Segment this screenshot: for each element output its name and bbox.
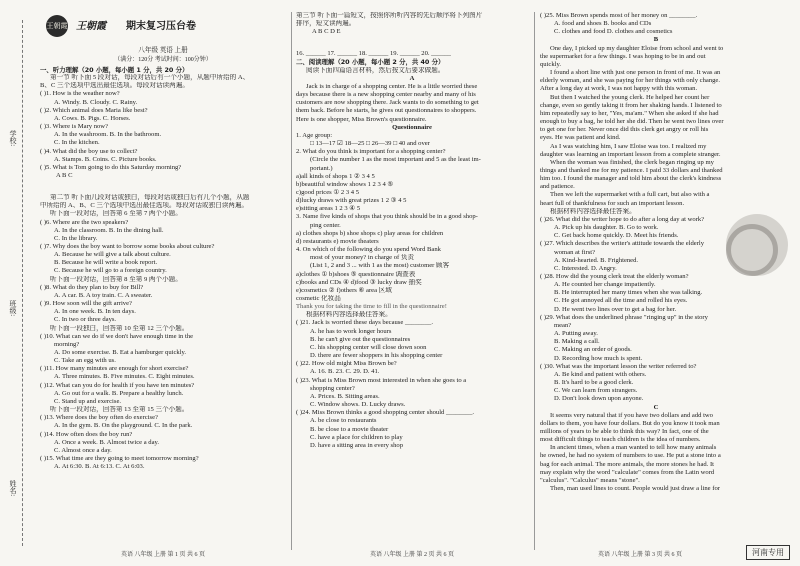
text-line: c)books and CDs ④ d)food ③ lucky draw 抽奖 [296,278,422,286]
text-line: B、C 三个选项中选出最佳选项。每段对话读两遍。 [40,82,189,90]
school-label: 学校: [9,130,17,147]
text-line: shopping center? [310,384,355,392]
text-line: A. Kind-hearted. B. Frightened. [554,256,639,264]
text-line: ( )22. How old might Miss Brown be? [296,360,397,368]
text-line: mean? [554,321,572,329]
text-line: B. he can't give out the questionnaires [310,335,411,343]
text-line: A. Go out for a walk. B. Prepare a healthy lunch. [54,389,184,397]
text-line: Thank you for taking the time to fill in the questionnaire! [296,303,447,311]
text-line: C. Making an order of goods. [554,346,632,354]
text-line: B. Because he will write a book report. [54,259,158,267]
text-line: ( )6. Where are the two speakers? [40,218,129,226]
text-line: eyes. He was patient and kind. [540,134,621,142]
text-line: A. be close to restaurants [310,417,377,425]
text-line: (List 1, 2 and 3 ... with 1 as the most) customer 顾客 [310,262,450,270]
text-line: After a long day at work, I was not happy with this woman. [540,85,698,93]
text-line: (Circle the number 1 as the most important and 5 as the least im- [310,156,481,164]
text-line: most difficult things to teach children is the idea of numbers. [540,436,701,444]
text-line: things and thanked me for my patience. I paid 33 dollars and thanked [540,166,723,174]
text-line: ( )2. Which animal does Maria like best? [40,106,148,114]
text-line: C. Interested. D. Angry. [554,264,617,272]
text-line: ( )27. Which describes the writer's attitude towards the elderly [540,240,705,248]
text-line: most of your money? in charge of 负责 [310,254,415,262]
exam-meta: （满分：120分 考试时间：100分钟） [114,57,212,63]
text-line: A. food and shoes B. books and CDs [554,20,652,28]
brand-name: 王朝霞 [76,21,106,32]
text-line: □ 13—17 ☑ 18—25 □ 26—39 □ 40 and over [310,140,430,148]
text-line: ( )9. How soon will the gift arrive? [40,300,132,308]
column-page-3 [540,12,772,552]
text-line: and patience. [540,183,575,191]
column-divider [534,12,535,550]
text-line: 听下面一段独白，回答第 10 至第 12 三个小题。 [50,324,189,332]
text-line: Here is one shopper, Miss Brown's questionnaire. [296,115,427,123]
text-line: a) clothes shops b) shoe shops c) play areas for children [296,229,444,237]
text-line: bag for each animal. The more animals, the more stones he had. It [540,460,715,468]
text-line: C. Window shows. D. Lucky draws. [310,401,406,409]
text-line: A. Do some exercise. B. Eat a hamburger quickly. [54,349,187,356]
text-line: D. Don't look down upon anyone. [554,395,644,403]
text-line: a)clothes ① b)shoes ⑤ questionnaire 调查表 [296,270,416,278]
text-line: morning? [54,340,80,348]
text-line: ( )28. How did the young clerk treat the elderly woman? [540,273,689,280]
text-line: D. He went two lines over to get a bag for her. [554,305,677,313]
text-line: ( )21. Jack is worried these days because ________. [296,319,433,327]
text-line: cosmetic 化妆品 [296,295,341,302]
text-line: 听下面一段对话，回答第 8 至第 9 两个小题。 [50,275,182,283]
text-line: Then we left the supermarket with a full cart, but also with a [550,191,710,199]
text-line: them back. Before he starts, he gives out questionnaires to shoppers. [296,107,477,115]
text-line: A. In the washroom. B. In the bathroom. [54,131,162,139]
text-line: a)all kinds of shops 1 ② 3 4 5 [296,172,375,180]
column-divider [291,12,292,550]
text-line: As I was watching him, I saw Eloise was too. I realized my [550,142,707,150]
text-line: In ancient times, when a man wanted to tell how many animals [550,444,717,452]
text-line: C [653,403,659,411]
text-line: C. Get back home quickly. D. Meet his friends. [554,232,679,240]
text-line: When the woman was finished, the clerk began ringing up my [550,158,714,166]
text-line: 中所给的 A、B、C 三个选项中选出最佳选项。每段对话或独白读两遍。 [40,202,249,210]
text-line: ( )1. How is the weather now? [40,90,120,98]
text-line: B [653,36,659,44]
text-line: ( )30. What was the important lesson the writer referred to? [540,362,697,370]
text-line: 1. Age group: [296,131,333,139]
text-line: C. Take an egg with us. [54,357,116,365]
text-line: 根据材料内容选择最佳答案。 [306,311,392,319]
text-line: ( )25. Miss Brown spends most of her money on ________. [540,12,698,19]
text-line: B. He interrupted her many times when she was talking. [554,289,703,297]
text-line: 3. Name five kinds of shops that you think should be in a good shop- [296,213,478,221]
page-footer-1: 英语 八年级 上册 第 1 页 共 6 页 [120,552,205,558]
text-line: Questionnaire [392,123,432,131]
text-line: Jack is in charge of a shopping center. He is a little worried these [306,82,478,90]
text-line: A. In the gym. B. On the playground. C. In the park. [54,422,193,430]
text-line: days because there is a new shopping center nearby and many of his [296,91,476,99]
text-line: ( )5. What is Tom going to do this Saturday morning? [40,163,182,171]
text-line: 根据材料内容选择最佳答案。 [550,207,636,215]
text-line: b)beautiful window shows 1 2 3 4 ⑤ [296,180,394,188]
text-line: e)cosmetics ② f)others ⑥ area 区域 [296,286,392,294]
text-line: ( )29. What does the underlined phrase "ringing up" in the story [540,313,708,321]
brand-logo-icon: 王朝霞 [46,15,68,37]
text-line: ( )15. What time are they going to meet tomorrow morning? [40,455,199,463]
text-line: 第三节 听下面一篇短文，按照你所听内容的先后顺序将下列图片 [296,12,483,19]
text-line: enough to buy a bag, he told her she did. Then he went two lines over [540,118,724,126]
text-line: Then, man used lines to count. People would just draw a line for [550,485,720,493]
text-line: A. Three minutes. B. Five minutes. C. Eight minutes. [54,373,195,381]
text-line: A. He counted her change impatiently. [554,281,656,289]
text-line: C. clothes and food D. clothes and cosmetics [554,28,673,36]
text-line: ( )23. What is Miss Brown most interested in when she goes to a [296,376,467,384]
text-line: d) restaurants e) movie theaters [296,237,379,245]
text-line: C. Because he will go to a foreign country. [54,267,167,275]
column-page-2 [296,12,528,552]
text-line: C. He got annoyed all the time and rolled his eyes. [554,297,688,305]
text-line: B. be close to a movie theater [310,425,389,433]
text-line: elderly woman, and she was paying for her things with only change. [540,77,721,85]
text-line: ( )24. Miss Brown thinks a good shopping center should ________. [296,409,475,417]
text-line: C. Almost once a day. [54,446,112,454]
text-line: But then I watched the young clerk. He helped her count her [550,93,710,101]
text-line: millions of years to be able to think this way? In fact, one of the [540,427,709,435]
text-line: D. Recording how much is spent. [554,354,643,362]
class-label: 班级: [9,300,17,317]
text-line: It seems very natural that if you have two dollars and add two [550,411,713,419]
text-line: I found a short line with just one person in front of me. It was an [550,69,721,77]
text-line: c)good prices ① 2 3 4 5 [296,188,360,196]
text-line: C. In two or three days. [54,316,117,324]
text-line: 第二节 听下面几段对话或独白，每段对话或独白后有几个小题，从题 [50,194,250,202]
text-line: A. he has to work longer hours [310,327,392,335]
text-line: the supermarket for a few things. I was hoping to be in and out [540,52,706,60]
text-line: A [409,74,415,82]
picture-options: A B C [56,172,73,180]
text-line: A. In the classroom. B. In the dining hall. [54,226,164,234]
text-line: quickly. [540,60,561,68]
text-line: he owned, he had no system of numbers to use. He put a stone into a [540,452,721,460]
page-footer-3: 英语 八年级 上册 第 3 页 共 6 页 [597,552,682,558]
text-line: him too. I found the manager and told him about the clerk's kindness [540,175,722,183]
page-footer-2: 英语 八年级 上册 第 2 页 共 6 页 [369,552,454,558]
text-line: ping center. [310,221,341,229]
text-line: 第一节 听下面 5 段对话，每段对话后有一个小题，从题中所给的 A、 [50,74,250,82]
name-label: 姓名: [9,480,17,497]
text-line: portant.) [310,164,333,172]
text-line: daughter was learning an important lesson from a complete stranger. [540,150,721,158]
text-line: A. Once a week. B. Almost twice a day. [54,438,160,446]
picture-options: A B C D E [312,28,341,36]
text-line: ( )13. Where does the boy often do exercise? [40,414,158,422]
text-line: ( )7. Why does the boy want to borrow some books about culture? [40,242,215,250]
text-line: A. A car. B. A toy train. C. A sweater. [54,291,153,299]
text-line: 2. What do you think is important for a shopping center? [296,148,446,156]
text-line: 听下面一段对话，回答第 13 至第 15 三个小题。 [50,406,189,414]
text-line: ( )4. What did the boy use to collect? [40,147,138,155]
text-line: C. have a place for children to play [310,433,403,441]
text-line: 排序，短文读两遍。 [296,20,356,28]
text-line: 听下面一段对话，回答第 6 至第 7 两个小题。 [50,210,182,218]
text-line: A. Windy. B. Cloudy. C. Rainy. [54,98,138,106]
text-line: may explain why the word "calculate" comes from the Latin word [540,468,715,476]
watermark-ring-icon [726,224,778,276]
text-line: B. Making a call. [554,338,600,346]
text-line: A. Because he will give a talk about culture. [54,251,171,259]
text-line: C. We can learn from strangers. [554,387,638,395]
text-line: change, even so gently taking it from her shaking hands. I listened to [540,101,722,109]
text-line: ( )11. How many minutes are enough for short exercise? [40,365,189,373]
text-line: A. Prices. B. Sitting areas. [310,392,380,400]
text-line: woman at first? [554,248,596,256]
text-line: d)lucky draws with great prizes 1 2 ③ 4 5 [296,197,407,205]
text-line: A. Cows. B. Pigs. C. Horses. [54,114,131,122]
text-line: C. In the kitchen. [54,139,100,147]
text-line: ( )26. What did the writer hope to do after a long day at work? [540,215,705,223]
text-line: "calculus". "Calculus" means "stone". [540,476,640,484]
text-line: ( )12. What can you do for health if you have ten minutes? [40,381,195,389]
text-line: e)sitting areas 1 2 3 ④ 5 [296,205,361,213]
text-line: ( )8. What do they plan to buy for Bill? [40,283,144,291]
text-line: ( )3. Where is Mary now? [40,123,108,131]
text-line: A. In one week. B. In ten days. [54,308,136,316]
text-line: ( )14. How often does the boy run? [40,430,133,438]
text-line: A. Be kind and patient with others. [554,370,647,378]
section-heading: 二、阅读理解（20 小题，每小题 2 分，共 40 分） [296,58,445,67]
text-line: ( )10. What can we do if we don't have enough time in the [40,332,194,340]
text-line: C. Stand up and exercise. [54,397,122,405]
column-page-1 [40,66,286,552]
text-line: A. Pick up his daughter. B. Go to work. [554,224,659,232]
text-line: D. have a sitting area in every shop [310,441,404,449]
page-title: 期末复习压台卷 [126,21,196,32]
text-line: him repeatedly say to her, "Yes, ma'am." When she asked if she had [540,109,719,117]
text-line: 阅读下面四篇语言材料，然后按文后要求做题。 [306,66,445,74]
text-line: 4. On which of the following do you spend Word Bank [296,246,441,254]
text-line: dollars to them, you have four dollars. But do you know it took man [540,419,720,427]
region-badge: 河南专用 [746,545,790,560]
binding-margin [0,0,30,566]
text-line: customers are now shopping there. Jack wants to do something to get [296,99,479,107]
text-line: C. his shopping center will close down soon [310,343,427,351]
grade-subject: 八年级 英语 上册 [138,47,188,54]
text-line: 16. ______ 17. ______ 18. ______ 19. ______ 20. ______ [296,50,451,58]
text-line: D. there are fewer shoppers in his shopping center [310,352,443,360]
text-line: heart full of thankfulness for such an important lesson. [540,199,685,207]
text-line: B. It's hard to be a good clerk. [554,379,634,387]
text-line: A. At 6:30. B. At 6:13. C. At 6:03. [54,463,145,471]
text-line: One day, I picked up my daughter Eloise from school and went to [550,44,724,52]
text-line: A. 16. B. 23. C. 29. D. 41. [310,368,380,376]
text-line: A. Putting away. [554,330,598,338]
text-line: C. In the library. [54,234,98,242]
text-line: A. Stamps. B. Coins. C. Picture books. [54,155,157,163]
section-heading: 一、听力理解（20 小题，每小题 1 分，共 20 分） [40,66,189,74]
cut-line [22,20,23,546]
text-line: to get one for her. Never once did this clerk get angry or roll his [540,126,709,134]
